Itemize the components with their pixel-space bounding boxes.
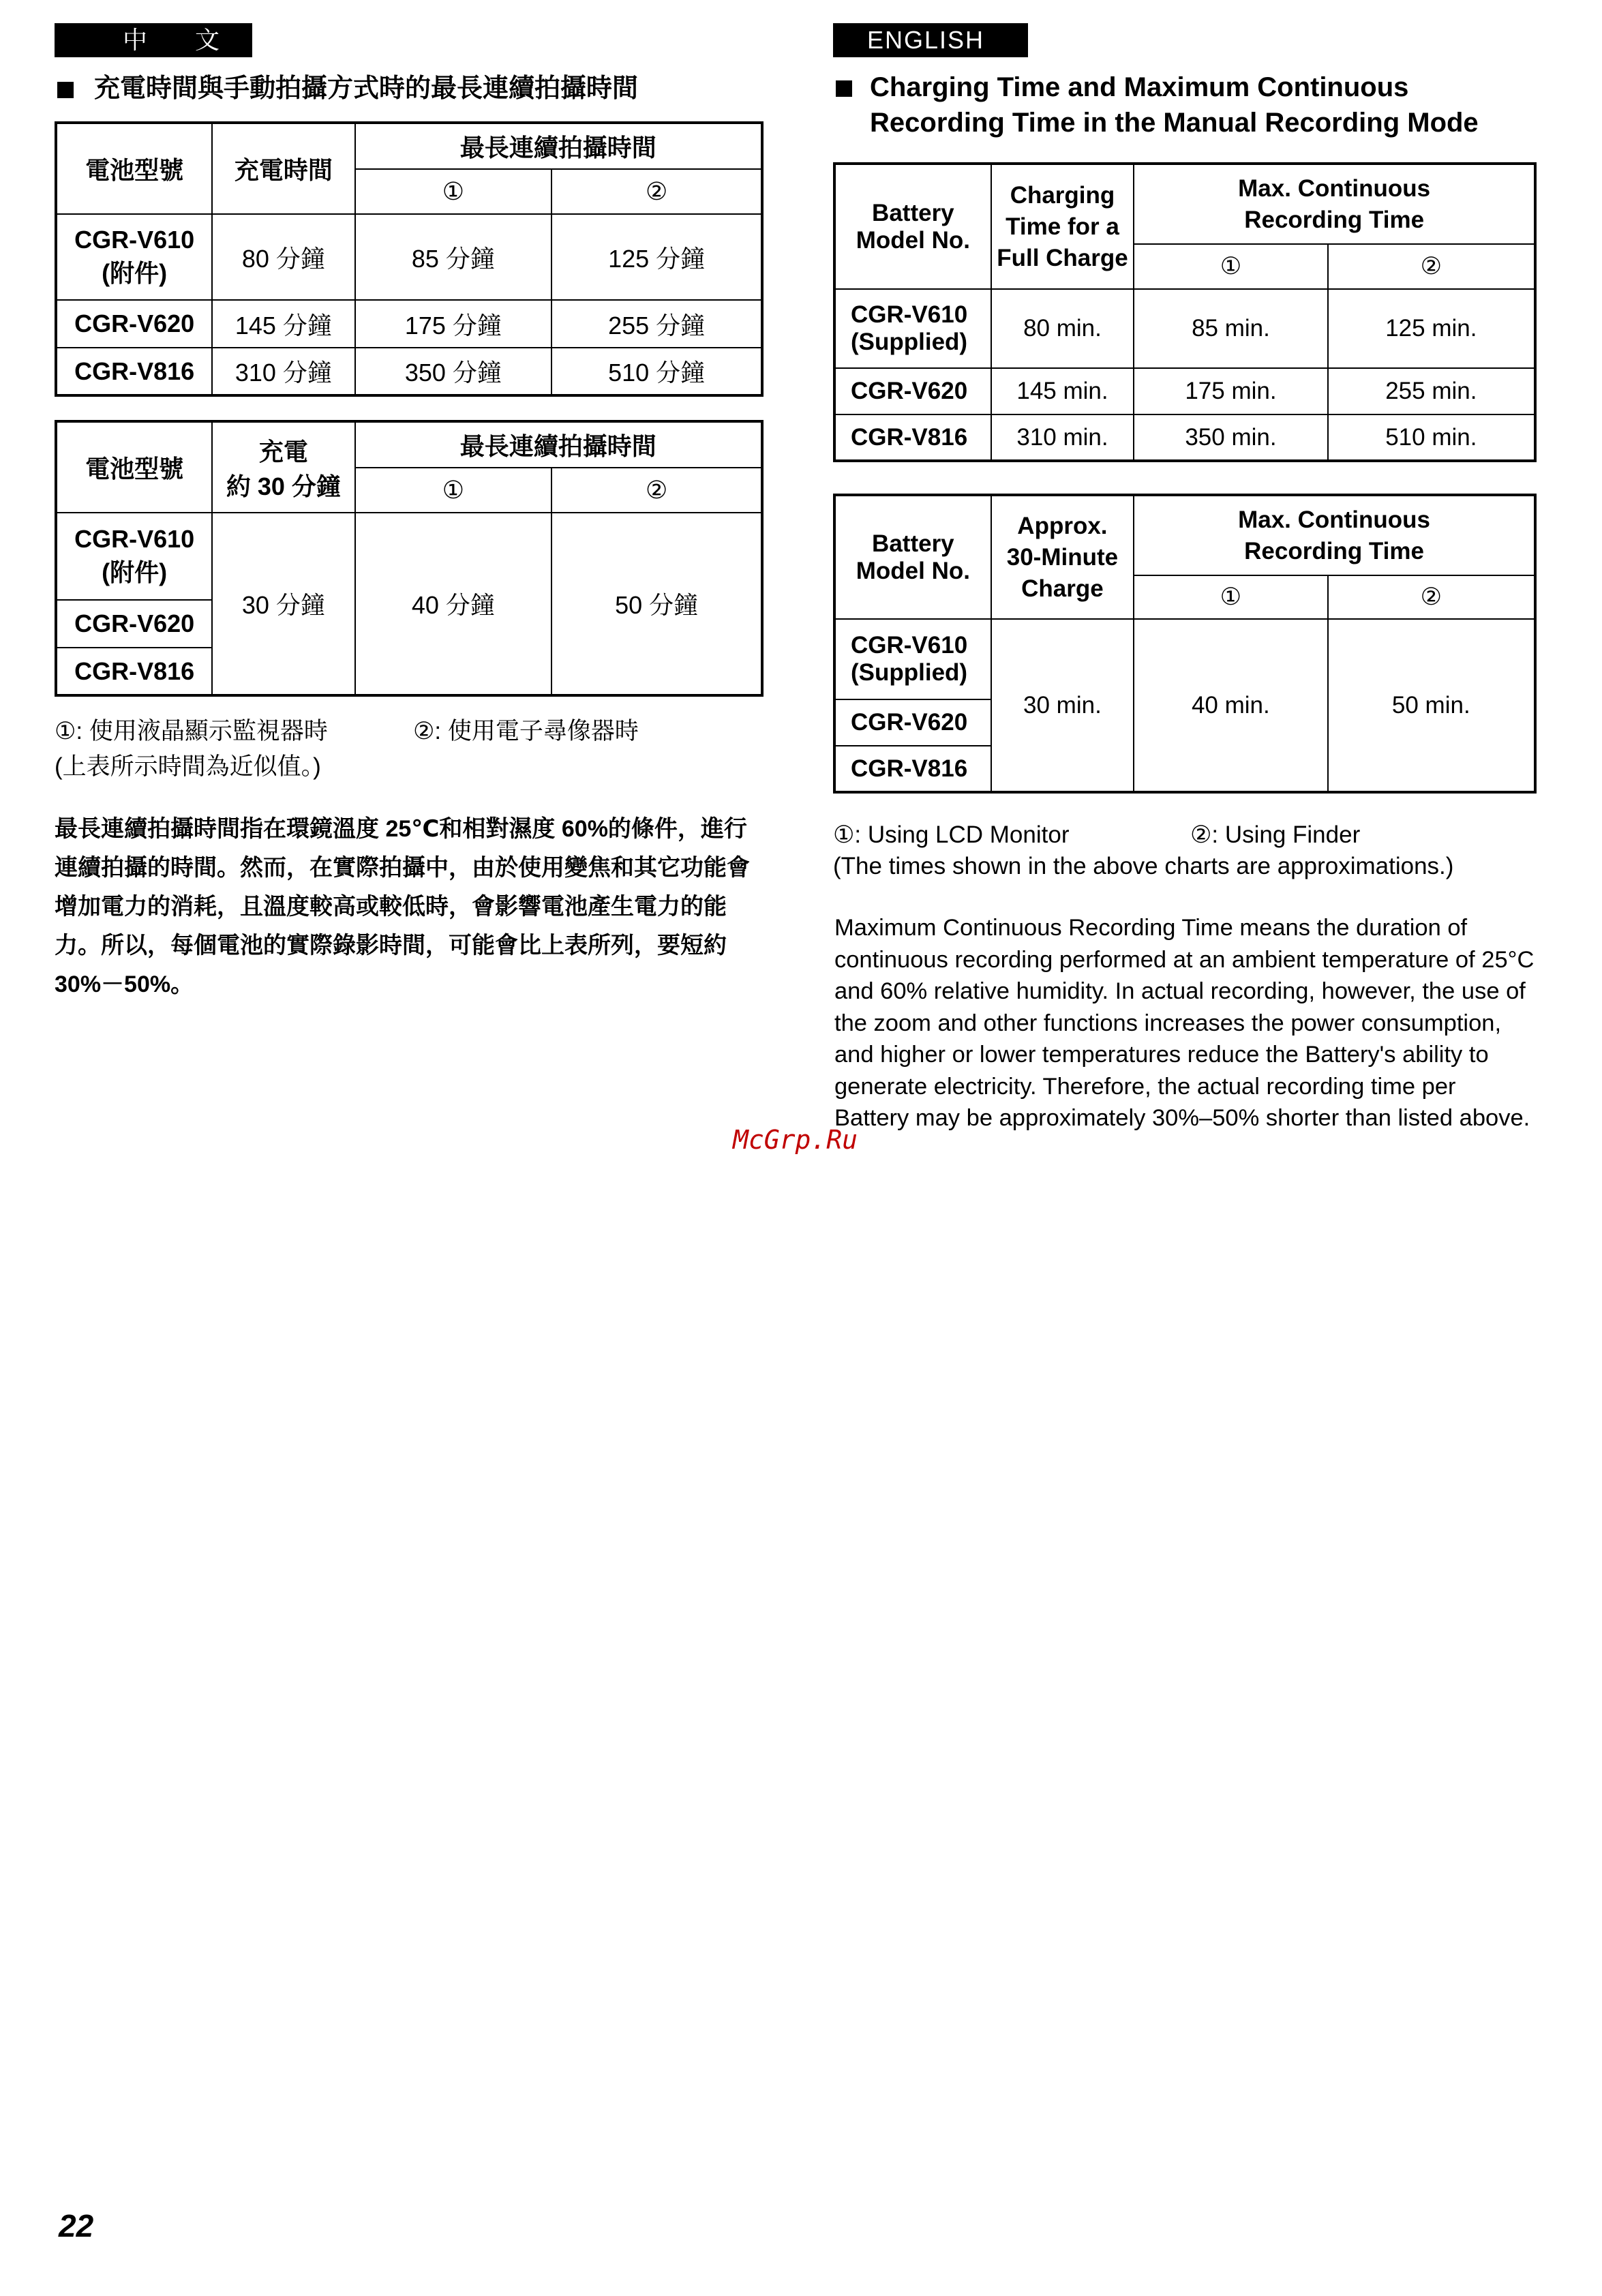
watermark: McGrp.Ru — [733, 1125, 858, 1155]
mode-1-time-cell: 175 分鐘 — [355, 300, 552, 348]
english-note-approximate: (The times shown in the above charts are approximations.) — [833, 853, 1454, 879]
square-bullet-icon — [836, 80, 852, 97]
english-language-label: ENGLISH — [833, 23, 1028, 57]
mode-1-time-cell: 40 分鐘 — [355, 513, 552, 695]
mode-1-time-cell: 85 分鐘 — [355, 214, 552, 300]
chinese-section-heading: 充電時間與手動拍攝方式時的最長連續拍攝時間 — [94, 74, 639, 103]
header-battery-model: 電池型號 — [56, 123, 212, 214]
english-note-mode-1: ①: Using LCD Monitor — [833, 821, 1070, 848]
header-approx-charge — [991, 495, 1134, 619]
battery-model: CGR-V610 — [851, 301, 968, 328]
charge-time-cell: 145 分鐘 — [212, 300, 354, 348]
page-number: 22 — [59, 2208, 94, 2244]
supplied-note: (Supplied) — [851, 329, 968, 355]
chinese-note-mode-1: ①: 使用液晶顯示監視器時 — [55, 718, 328, 744]
battery-model: CGR-V620 — [834, 368, 991, 414]
table-row — [56, 300, 762, 348]
battery-model-cell — [834, 619, 991, 699]
battery-model: CGR-V816 — [834, 746, 991, 792]
header-max-recording-time: 最長連續拍攝時間 — [355, 421, 763, 468]
chinese-30-minute-charge-table — [55, 420, 764, 697]
header-mode-1: ① — [1134, 244, 1327, 289]
header-line: Time for a — [1006, 213, 1119, 240]
header-mode-2: ② — [1328, 575, 1535, 619]
chinese-explanation-paragraph: 最長連續拍攝時間指在環鏡溫度 25℃和相對濕度 60%的條件，進行連續拍攝的時間。然而，在實際拍攝中，由於使用變焦和其它功能會增加電力的消耗，且溫度較高或較低時，會影響電池產生電力的能力。所以，每個電池的實際錄影時間，可能會比上表所列，要短約 30%－50%。 — [55, 816, 750, 997]
header-battery-model: 電池型號 — [56, 421, 212, 513]
supplied-note: (附件) — [102, 258, 168, 287]
mode-2-time-cell: 510 min. — [1328, 414, 1535, 461]
table-row — [56, 214, 762, 300]
battery-model: CGR-V816 — [56, 648, 212, 695]
battery-model: CGR-V816 — [56, 348, 212, 395]
header-approx-charge — [212, 421, 354, 513]
english-section-heading — [870, 70, 1479, 140]
header-mode-1: ① — [355, 169, 552, 214]
mode-2-time-cell: 255 分鐘 — [551, 300, 762, 348]
charge-time-cell: 310 分鐘 — [212, 348, 354, 395]
battery-model: CGR-V816 — [834, 414, 991, 461]
chinese-full-charge-table — [55, 121, 764, 397]
battery-model: CGR-V620 — [56, 300, 212, 348]
battery-model: CGR-V620 — [834, 699, 991, 746]
header-line: Approx. — [1017, 512, 1108, 539]
mode-1-time-cell: 40 min. — [1134, 619, 1328, 792]
header-line: Charging — [1010, 181, 1115, 209]
table-row — [834, 289, 1535, 368]
mode-1-time-cell: 175 min. — [1134, 368, 1327, 414]
supplied-note: (附件) — [102, 558, 168, 586]
header-mode-2: ② — [1328, 244, 1535, 289]
header-line: Battery — [872, 530, 954, 557]
header-battery-model — [834, 164, 991, 289]
mode-2-time-cell: 255 min. — [1328, 368, 1535, 414]
english-note-mode-2: ②: Using Finder — [1190, 821, 1361, 848]
chinese-language-label: 中 文 — [55, 23, 252, 57]
battery-model: CGR-V610 — [851, 632, 968, 659]
header-charging-time — [991, 164, 1134, 289]
battery-model: CGR-V610 — [74, 225, 195, 254]
header-line: Battery — [872, 199, 954, 226]
header-mode-2: ② — [551, 468, 762, 513]
header-max-recording-time — [1134, 164, 1535, 244]
charge-time-cell: 310 min. — [991, 414, 1134, 461]
header-line: Charge — [1021, 575, 1104, 602]
header-max-recording-time — [1134, 495, 1535, 575]
battery-model-cell — [56, 214, 212, 300]
mode-2-time-cell: 510 分鐘 — [551, 348, 762, 395]
header-line: Model No. — [856, 557, 970, 584]
english-explanation-paragraph: Maximum Continuous Recording Time means the duration of continuous recording performed at an ambient temperature of 25°C and 60% relative humidity. In actual recording, however, the use of the zoom and other functions increases the power consumption, and higher or lower temperatures reduce the Battery's ability to generate electricity. Therefore, the actual recording time per Battery may be approximately 30%–50% shorter than listed above. — [834, 915, 1535, 1131]
header-line: Full Charge — [997, 244, 1128, 271]
table-row — [834, 368, 1535, 414]
header-line: Max. Continuous — [1238, 175, 1431, 202]
chinese-note-mode-2: ②: 使用電子尋像器時 — [413, 718, 639, 744]
charge-time-cell: 80 min. — [991, 289, 1134, 368]
header-charging-time: 充電時間 — [212, 123, 354, 214]
mode-1-time-cell: 350 min. — [1134, 414, 1327, 461]
chinese-note-approximate: (上表所示時間為近似值。) — [55, 753, 321, 780]
mode-1-time-cell: 85 min. — [1134, 289, 1327, 368]
charge-time-cell: 30 分鐘 — [212, 513, 354, 695]
header-line: Recording Time — [1244, 537, 1424, 564]
supplied-note: (Supplied) — [851, 659, 968, 686]
table-row — [834, 619, 1535, 699]
battery-model: CGR-V610 — [74, 524, 195, 553]
header-line: 充電 — [258, 437, 308, 466]
battery-model-cell — [56, 513, 212, 600]
heading-line: Charging Time and Maximum Continuous — [870, 72, 1409, 102]
header-line: Recording Time — [1244, 206, 1425, 233]
charge-time-cell: 80 分鐘 — [212, 214, 354, 300]
mode-1-time-cell: 350 分鐘 — [355, 348, 552, 395]
english-30-minute-charge-table — [833, 494, 1537, 794]
table-row — [834, 414, 1535, 461]
mode-2-time-cell: 125 min. — [1328, 289, 1535, 368]
table-row — [56, 513, 762, 600]
charge-time-cell: 30 min. — [991, 619, 1134, 792]
english-full-charge-table — [833, 162, 1537, 462]
mode-2-time-cell: 50 min. — [1328, 619, 1535, 792]
square-bullet-icon — [57, 82, 74, 98]
battery-model: CGR-V620 — [56, 600, 212, 648]
header-line: Model No. — [856, 226, 970, 254]
header-mode-1: ① — [355, 468, 552, 513]
header-line: 約 30 分鐘 — [226, 472, 341, 500]
charge-time-cell: 145 min. — [991, 368, 1134, 414]
battery-model-cell — [834, 289, 991, 368]
heading-line: Recording Time in the Manual Recording Mode — [870, 108, 1479, 138]
mode-2-time-cell: 50 分鐘 — [551, 513, 762, 695]
mode-2-time-cell: 125 分鐘 — [551, 214, 762, 300]
header-line: Max. Continuous — [1238, 506, 1431, 533]
header-max-recording-time: 最長連續拍攝時間 — [355, 123, 763, 169]
header-mode-1: ① — [1134, 575, 1328, 619]
header-mode-2: ② — [551, 169, 762, 214]
header-line: 30-Minute — [1006, 543, 1119, 571]
table-row — [56, 348, 762, 395]
header-battery-model — [834, 495, 991, 619]
